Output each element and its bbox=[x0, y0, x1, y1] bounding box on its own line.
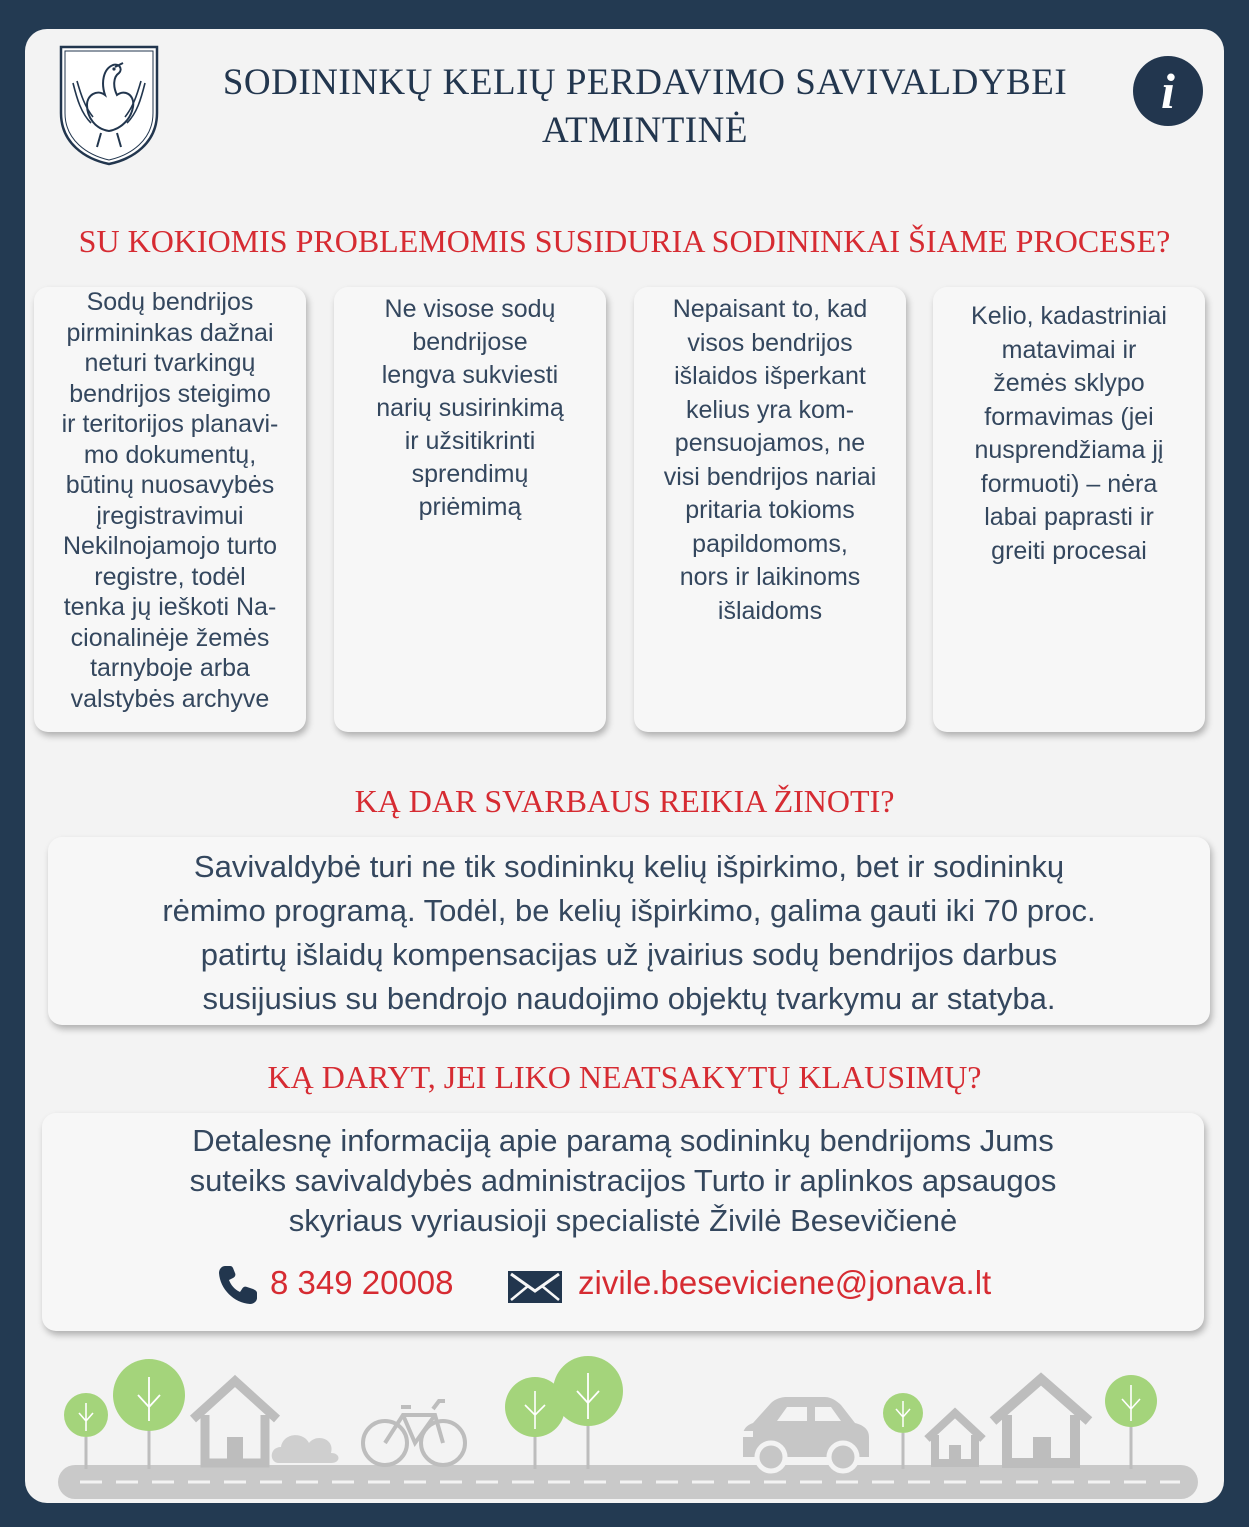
tree-icon bbox=[64, 1393, 108, 1469]
tree-icon bbox=[1105, 1375, 1157, 1469]
car-icon bbox=[737, 1397, 869, 1471]
contact-phone[interactable]: 8 349 20008 bbox=[270, 1264, 454, 1301]
important-heading: KĄ DAR SVARBAUS REIKIA ŽINOTI? bbox=[354, 783, 895, 819]
contact-text: Detalesnę informaciją apie paramą sodininkų bendrijoms Jums suteiks savivaldybės administracijos Turto ir aplinkos apsaugos skyriaus vyriausioji specialistė Živilė Besevičienė bbox=[189, 1123, 1057, 1238]
page-title: SODININKŲ KELIŲ PERDAVIMO SAVIVALDYBEI ATMINTINĖ bbox=[222, 62, 1068, 151]
contact-heading: KĄ DARYT, JEI LIKO NEATSAKYTŲ KLAUSIMŲ? bbox=[267, 1059, 982, 1095]
tree-icon bbox=[113, 1359, 185, 1469]
phone-icon bbox=[216, 1263, 260, 1307]
info-glyph: i bbox=[1161, 63, 1175, 119]
tree-icon bbox=[883, 1393, 923, 1469]
swan-crest-icon bbox=[57, 43, 161, 167]
problems-heading: SU KOKIOMIS PROBLEMOMIS SUSIDURIA SODININKAI ŠIAME PROCESE? bbox=[78, 223, 1171, 259]
problem-text-1: Sodų bendrijos pirmininkas dažnai neturi tvarkingų bendrijos steigimo ir teritorijos planavi- mo dokumentų, būtinų nuosavybės įregistravimui Nekilnojamojo turto registre, todėl tenka jų ieškoti Na- cionalinėje žemės tarnyboje arba valstybės archyve bbox=[61, 288, 279, 713]
problem-text-4: Kelio, kadastriniai matavimai ir žemės sklypo formavimas (jei nusprendžiama jį formuoti) – nėra labai paprasti ir greiti procesai bbox=[971, 302, 1167, 565]
scenery-illustration bbox=[25, 1349, 1224, 1503]
important-text: Savivaldybė turi ne tik sodininkų kelių išpirkimo, bet ir sodininkų rėmimo programą. Todėl, be kelių išpirkimo, galima gauti iki 70 proc. patirtų išlaidų kompensacijas už įvairius sodų bendrijos darbus susijusius su bendrojo naudojimo objektų tvarkymu ar statyba. bbox=[162, 849, 1096, 1016]
bicycle-icon bbox=[363, 1401, 465, 1465]
memo-sheet bbox=[25, 29, 1224, 1503]
problem-text-3: Nepaisant to, kad visos bendrijos išlaidos išperkant kelius yra kom- pensuojamos, ne visi bendrijos nariai pritaria tokioms papildomoms, nors ir laikinoms išlaidoms bbox=[663, 295, 877, 625]
problem-card-3 bbox=[634, 287, 906, 732]
problem-card-4 bbox=[933, 287, 1205, 732]
contact-card bbox=[42, 1113, 1204, 1331]
envelope-icon bbox=[508, 1271, 562, 1303]
problem-card-1 bbox=[34, 287, 306, 732]
important-card bbox=[48, 837, 1210, 1025]
contact-row bbox=[42, 1261, 1204, 1305]
contact-email[interactable]: zivile.beseviciene@jonava.lt bbox=[578, 1264, 992, 1301]
info-icon bbox=[1133, 56, 1203, 126]
tree-icon bbox=[553, 1356, 623, 1469]
problem-text-2: Ne visose sodų bendrijose lengva sukviesti narių susirinkimą ir užsitikrinti sprendimų priėmimą bbox=[376, 295, 564, 521]
problem-card-2 bbox=[334, 287, 606, 732]
